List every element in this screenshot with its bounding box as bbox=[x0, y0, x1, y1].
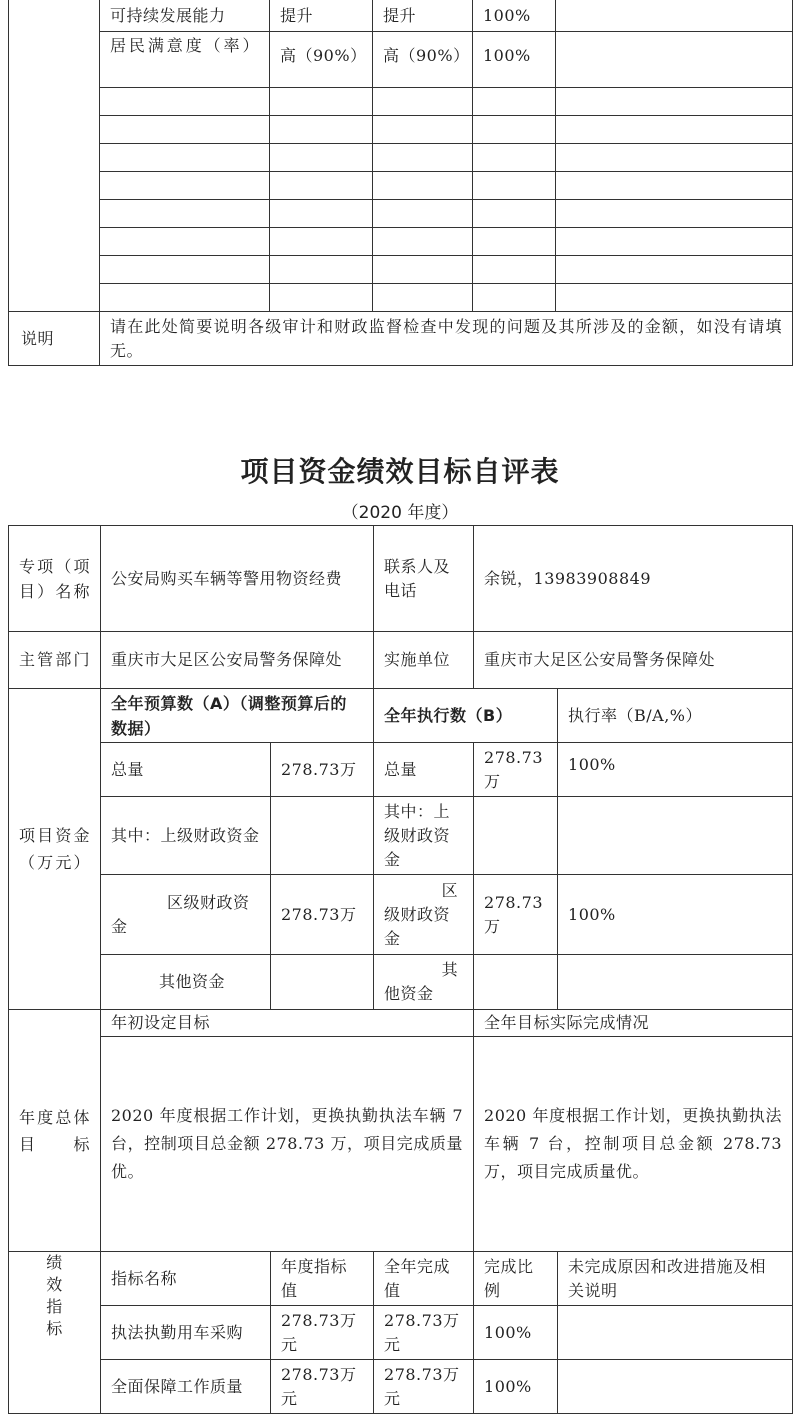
dept-value: 重庆市大足区公安局警务保障处 bbox=[101, 632, 374, 689]
contact-label: 联系人及电话 bbox=[374, 526, 474, 632]
funds-label: 项目资金（万元） bbox=[9, 689, 101, 1010]
empty-cell bbox=[270, 228, 373, 256]
indicator-row-target: 278.73万元 bbox=[271, 1306, 374, 1360]
top-indicator-table bbox=[8, 0, 793, 366]
blank-category-cell bbox=[9, 0, 100, 312]
empty-cell bbox=[556, 200, 793, 228]
total-exec: 278.73万 bbox=[474, 743, 558, 797]
district-label: 区级财政资金 bbox=[101, 875, 271, 955]
indicator-actual: 提升 bbox=[373, 0, 473, 32]
impl-label: 实施单位 bbox=[374, 632, 474, 689]
indicator-note bbox=[556, 0, 793, 32]
indicator-header-actual: 全年完成值 bbox=[374, 1252, 474, 1306]
empty-cell bbox=[473, 144, 556, 172]
indicator-score: 100% bbox=[473, 0, 556, 32]
empty-cell bbox=[270, 116, 373, 144]
indicator-header-note: 未完成原因和改进措施及相关说明 bbox=[558, 1252, 793, 1306]
empty-cell bbox=[270, 256, 373, 284]
empty-cell bbox=[473, 200, 556, 228]
empty-cell bbox=[100, 172, 270, 200]
indicator-row-ratio: 100% bbox=[474, 1360, 558, 1414]
self-evaluation-table bbox=[8, 525, 793, 1414]
empty-cell bbox=[373, 228, 473, 256]
district-budget: 278.73万 bbox=[271, 875, 374, 955]
note-text: 请在此处简要说明各级审计和财政监督检查中发现的问题及其所涉及的金额，如没有请填无。 bbox=[100, 312, 793, 366]
indicator-row-name: 全面保障工作质量 bbox=[101, 1360, 271, 1414]
goals-actual-header: 全年目标实际完成情况 bbox=[474, 1010, 793, 1037]
dept-label: 主管部门 bbox=[9, 632, 101, 689]
upper-exec bbox=[474, 797, 558, 875]
indicator-header-name: 指标名称 bbox=[101, 1252, 271, 1306]
total-budget: 278.73万 bbox=[271, 743, 374, 797]
other-exec-label: 其他资金 bbox=[374, 955, 474, 1010]
indicator-target: 提升 bbox=[270, 0, 373, 32]
indicator-target: 高（90%） bbox=[270, 32, 373, 88]
indicator-row-name: 执法执勤用车采购 bbox=[101, 1306, 271, 1360]
empty-cell bbox=[270, 88, 373, 116]
indicator-row-actual: 278.73万元 bbox=[374, 1306, 474, 1360]
indicator-row-actual: 278.73万元 bbox=[374, 1360, 474, 1414]
upper-rate bbox=[558, 797, 793, 875]
indicator-row-note bbox=[558, 1306, 793, 1360]
contact-value: 余锐，13983908849 bbox=[474, 526, 793, 632]
empty-cell bbox=[100, 116, 270, 144]
indicator-row-target: 278.73万元 bbox=[271, 1360, 374, 1414]
indicator-score: 100% bbox=[473, 32, 556, 88]
empty-cell bbox=[270, 284, 373, 312]
indicator-name: 居民满意度（率） bbox=[100, 32, 270, 88]
empty-cell bbox=[373, 284, 473, 312]
upper-exec-label: 其中：上级财政资金 bbox=[374, 797, 474, 875]
total-exec-label: 总量 bbox=[374, 743, 474, 797]
form-title: 项目资金绩效目标自评表 bbox=[240, 455, 560, 488]
impl-value: 重庆市大足区公安局警务保障处 bbox=[474, 632, 793, 689]
empty-cell bbox=[100, 284, 270, 312]
empty-cell bbox=[270, 144, 373, 172]
empty-cell bbox=[473, 256, 556, 284]
empty-cell bbox=[100, 228, 270, 256]
indicator-note bbox=[556, 32, 793, 88]
form-subtitle: （2020 年度） bbox=[341, 503, 459, 523]
indicators-label bbox=[9, 1252, 101, 1414]
empty-cell bbox=[556, 228, 793, 256]
empty-cell bbox=[100, 256, 270, 284]
indicator-actual: 高（90%） bbox=[373, 32, 473, 88]
indicator-header-target: 年度指标值 bbox=[271, 1252, 374, 1306]
empty-cell bbox=[473, 116, 556, 144]
upper-budget bbox=[271, 797, 374, 875]
empty-cell bbox=[473, 88, 556, 116]
empty-cell bbox=[100, 200, 270, 228]
goals-set-text: 2020 年度根据工作计划，更换执勤执法车辆 7 台，控制项目总金额 278.73 万，项目完成质量优。 bbox=[101, 1037, 474, 1252]
empty-cell bbox=[373, 88, 473, 116]
empty-cell bbox=[556, 144, 793, 172]
empty-cell bbox=[373, 172, 473, 200]
total-rate: 100% bbox=[558, 743, 793, 797]
district-exec: 278.73万 bbox=[474, 875, 558, 955]
empty-cell bbox=[556, 88, 793, 116]
total-label: 总量 bbox=[101, 743, 271, 797]
empty-cell bbox=[473, 172, 556, 200]
project-name-label: 专项（项目）名称 bbox=[9, 526, 101, 632]
empty-cell bbox=[100, 88, 270, 116]
indicator-header-ratio: 完成比例 bbox=[474, 1252, 558, 1306]
rate-header: 执行率（B/A,%） bbox=[558, 689, 793, 743]
other-label: 其他资金 bbox=[101, 955, 271, 1010]
goals-set-header: 年初设定目标 bbox=[101, 1010, 474, 1037]
upper-label: 其中：上级财政资金 bbox=[101, 797, 271, 875]
empty-cell bbox=[373, 116, 473, 144]
other-rate bbox=[558, 955, 793, 1010]
empty-cell bbox=[373, 200, 473, 228]
budget-header: 全年预算数（A）（调整预算后的数据） bbox=[101, 689, 374, 743]
indicator-name: 可持续发展能力 bbox=[100, 0, 270, 32]
empty-cell bbox=[373, 144, 473, 172]
other-budget bbox=[271, 955, 374, 1010]
other-exec bbox=[474, 955, 558, 1010]
goals-label: 年度总体目标 bbox=[9, 1010, 101, 1252]
empty-cell bbox=[473, 284, 556, 312]
district-rate: 100% bbox=[558, 875, 793, 955]
empty-cell bbox=[270, 200, 373, 228]
empty-cell bbox=[556, 256, 793, 284]
project-name-value: 公安局购买车辆等警用物资经费 bbox=[101, 526, 374, 632]
empty-cell bbox=[473, 228, 556, 256]
indicator-row-ratio: 100% bbox=[474, 1306, 558, 1360]
empty-cell bbox=[556, 284, 793, 312]
empty-cell bbox=[270, 172, 373, 200]
empty-cell bbox=[373, 256, 473, 284]
exec-header: 全年执行数（B） bbox=[374, 689, 558, 743]
indicators-label-text: 绩效指标 bbox=[46, 1253, 63, 1338]
empty-cell bbox=[556, 116, 793, 144]
indicator-row-note bbox=[558, 1360, 793, 1414]
district-exec-label: 区级财政资金 bbox=[374, 875, 474, 955]
note-label: 说明 bbox=[9, 312, 100, 366]
empty-cell bbox=[100, 144, 270, 172]
goals-actual-text: 2020 年度根据工作计划，更换执勤执法车辆 7 台，控制项目总金额 278.73 万，项目完成质量优。 bbox=[474, 1037, 793, 1252]
empty-cell bbox=[556, 172, 793, 200]
